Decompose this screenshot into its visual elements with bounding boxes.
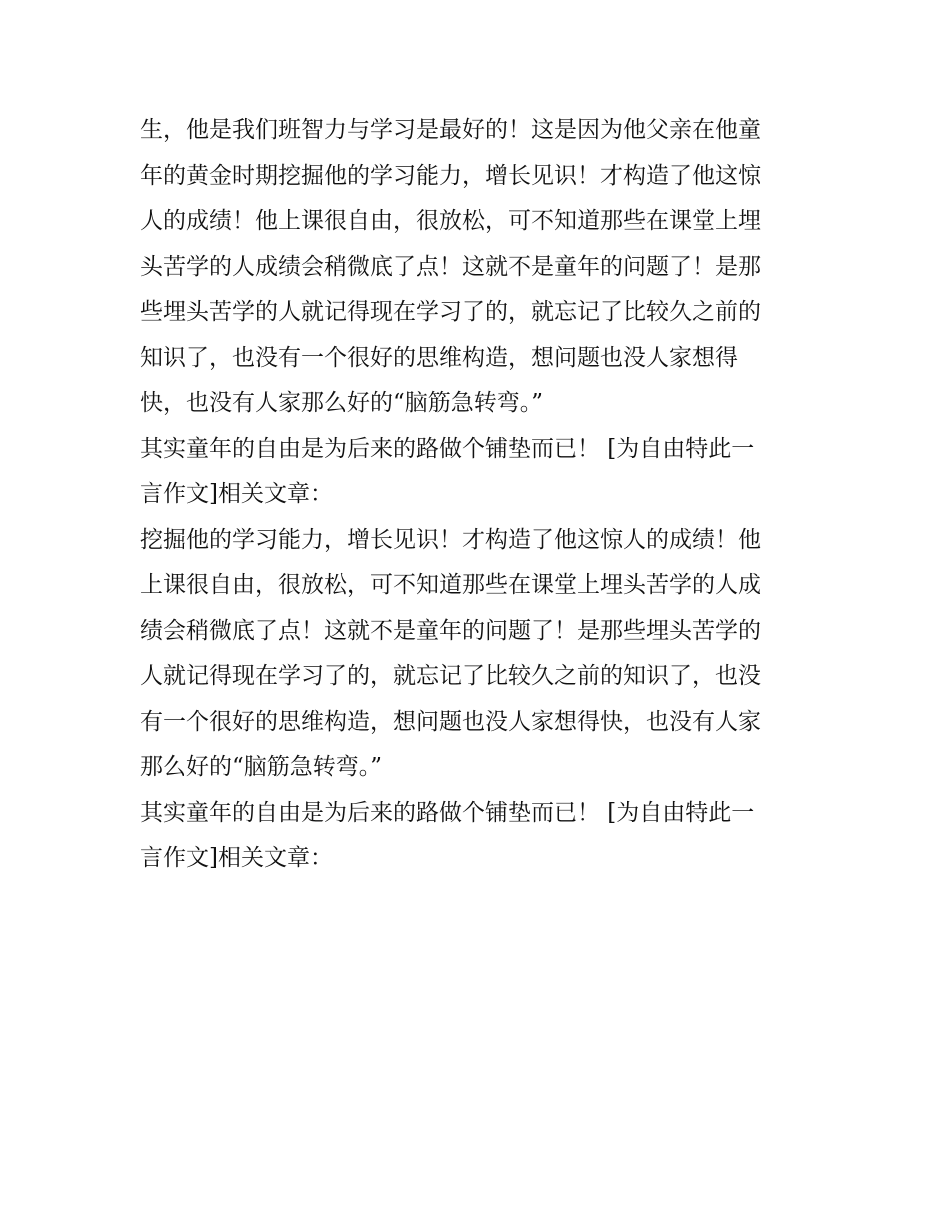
text-line: 些埋头苦学的人就记得现在学习了的，就忘记了比较久之前的 (140, 299, 761, 325)
text-line: 言作文]相关文章： (140, 845, 333, 871)
text-line: 有一个很好的思维构造，想问题也没人家想得快，也没有人家 (140, 708, 761, 735)
text-line: 人的成绩！他上课很自由，很放松，可不知道那些在课堂上埋 (140, 208, 761, 234)
text-line: 言作文]相关文章： (140, 481, 333, 507)
text-line: 年的黄金时期挖掘他的学习能力，增长见识！才构造了他这惊 (140, 162, 761, 189)
text-line: 其实童年的自由是为后来的路做个铺垫而已！ [为自由特此一 (140, 435, 755, 462)
text-line: 挖掘他的学习能力，增长见识！才构造了他这惊人的成绩！他 (140, 526, 761, 553)
text-line: 快，也没有人家那么好的“脑筋急转弯。” (140, 390, 544, 416)
text-line: 头苦学的人成绩会稍微底了点！这就不是童年的问题了！是那 (140, 253, 761, 280)
text-line: 其实童年的自由是为后来的路做个铺垫而已！ [为自由特此一 (140, 799, 755, 826)
text-line: 绩会稍微底了点！这就不是童年的问题了！是那些埋头苦学的 (140, 617, 761, 644)
text-line: 生，他是我们班智力与学习是最好的！这是因为他父亲在他童 (140, 117, 761, 143)
text-line: 人就记得现在学习了的，就忘记了比较久之前的知识了，也没 (140, 663, 761, 689)
document-body (140, 108, 820, 882)
text-line: 知识了，也没有一个很好的思维构造，想问题也没人家想得 (140, 344, 738, 371)
text-line: 那么好的“脑筋急转弯。” (140, 754, 383, 780)
text-line: 上课很自由，很放松，可不知道那些在课堂上埋头苦学的人成 (140, 572, 761, 598)
